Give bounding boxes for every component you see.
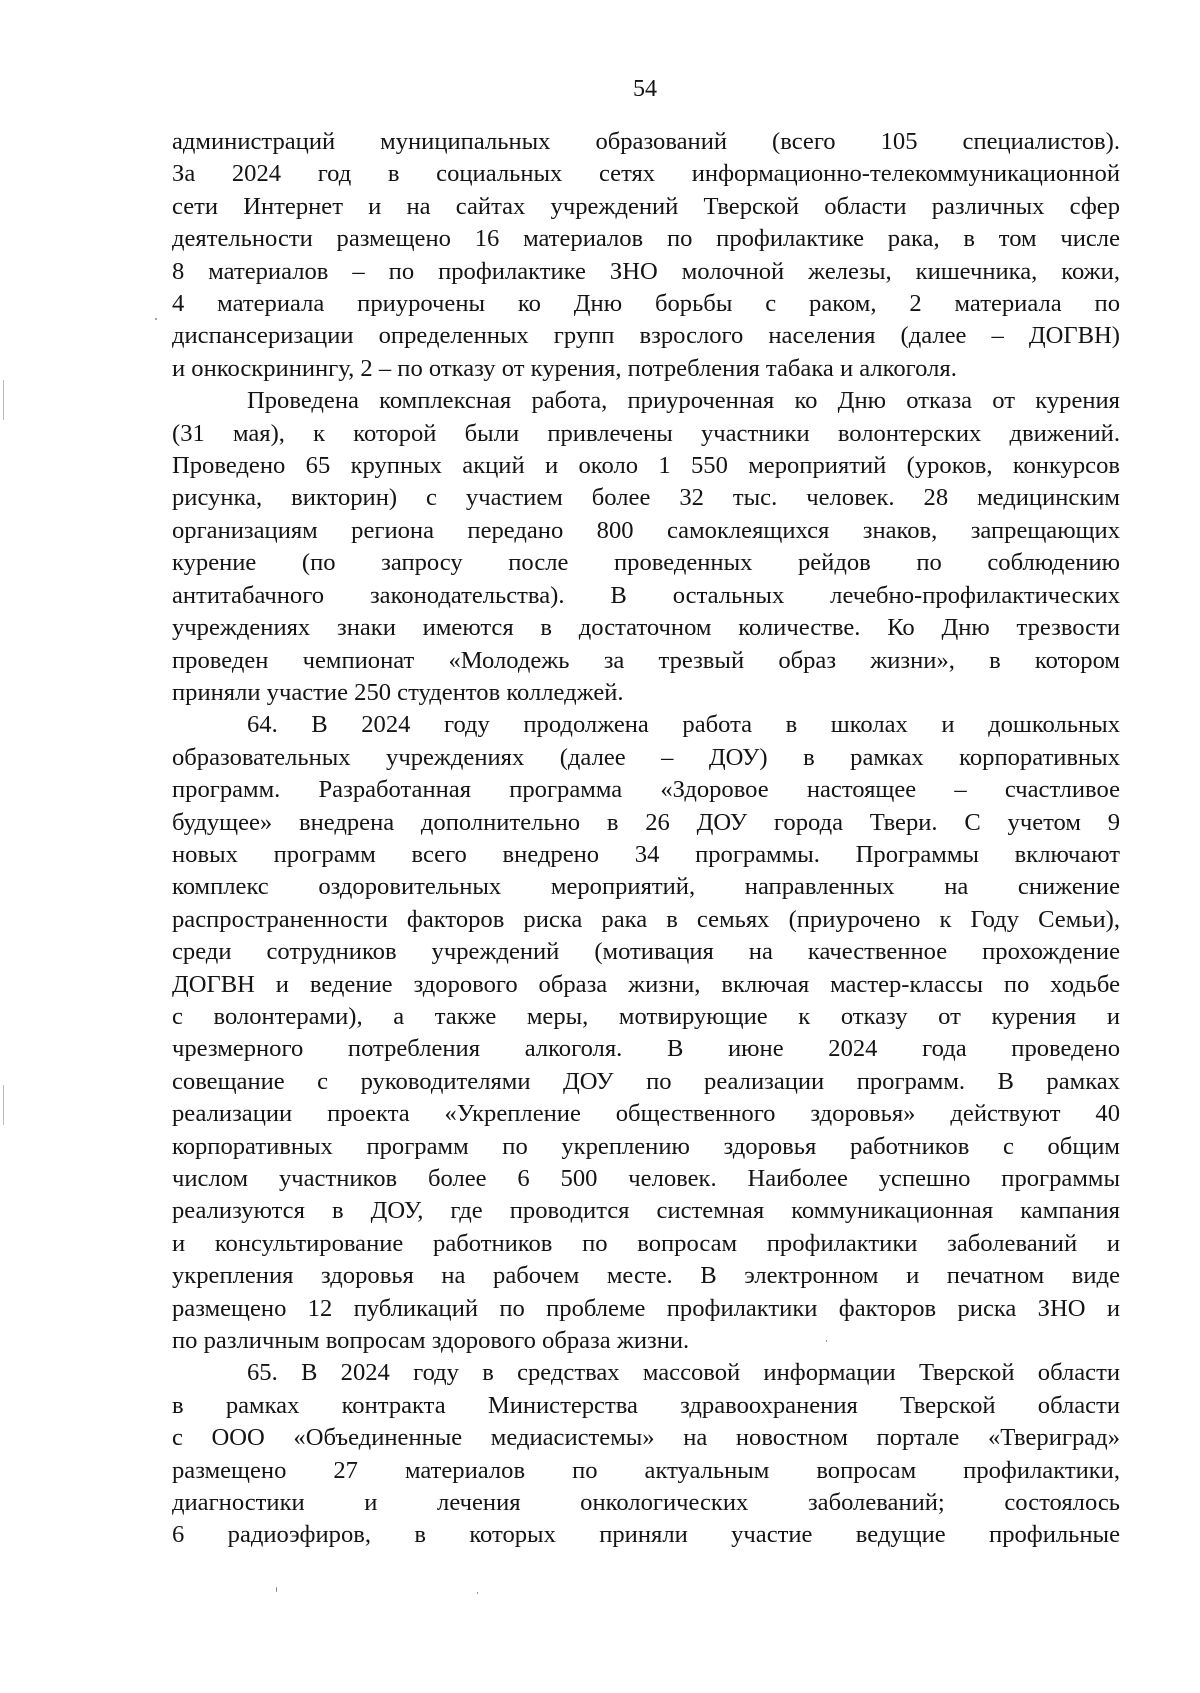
scan-speck (477, 1592, 478, 1594)
text-line: реализации проекта «Укрепление общественного здоровья» действуют 40 (172, 1100, 1120, 1128)
scan-speck (276, 1587, 277, 1592)
text-line: 64. В 2024 году продолжена работа в школах и дошкольных (247, 711, 1120, 739)
scan-edge-mark (3, 380, 4, 420)
text-line: числом участников более 6 500 человек. Наиболее успешно программы (172, 1165, 1120, 1192)
scan-speck (155, 318, 157, 320)
scan-speck (826, 1340, 827, 1342)
text-line: новых программ всего внедрено 34 программы. Программы включают (172, 840, 1120, 868)
text-line: 8 материалов – по профилактике ЗНО молочной железы, кишечника, кожи, (172, 257, 1120, 285)
text-line: и консультирование работников по вопросам профилактики заболеваний и (172, 1229, 1120, 1257)
text-line: ДОГВН и ведение здорового образа жизни, включая мастер-классы по ходьбе (172, 970, 1120, 998)
text-line: распространенности факторов риска рака в семьях (приурочено к Году Семьи), (172, 905, 1120, 933)
text-line: Проведена комплексная работа, приуроченная ко Дню отказа от курения (247, 387, 1120, 415)
paragraph-65 (172, 1357, 1120, 1551)
text-line: За 2024 год в социальных сетях информационно-телекоммуникационной (172, 160, 1120, 188)
text-line: с волонтерами), а также меры, мотвирующие к отказу от курения и (172, 1002, 1120, 1030)
text-line: организациям региона передано 800 самоклеящихся знаков, запрещающих (172, 516, 1120, 544)
page-number: 54 (633, 76, 657, 102)
text-line: деятельности размещено 16 материалов по профилактике рака, в том числе (172, 225, 1120, 253)
text-line: диспансеризации определенных групп взрослого населения (далее – ДОГВН) (172, 322, 1120, 350)
text-line: диагностики и лечения онкологических заболеваний; состоялось (172, 1489, 1120, 1517)
text-line: и онкоскринингу, 2 – по отказу от курения, потребления табака и алкоголя. (172, 354, 957, 382)
text-line: чрезмерного потребления алкоголя. В июне 2024 года проведено (172, 1035, 1120, 1063)
text-line: реализуются в ДОУ, где проводится системная коммуникационная кампания (172, 1197, 1120, 1225)
text-line: учреждениях знаки имеются в достаточном количестве. Ко Дню трезвости (172, 614, 1120, 642)
text-line: курение (по запросу после проведенных рейдов по соблюдению (172, 549, 1120, 577)
text-line: размещено 27 материалов по актуальным вопросам профилактики, (172, 1456, 1120, 1484)
text-line: приняли участие 250 студентов колледжей. (172, 678, 624, 706)
text-line: среди сотрудников учреждений (мотивация на качественное прохождение (172, 938, 1120, 966)
text-line: образовательных учреждениях (далее – ДОУ) в рамках корпоративных (172, 743, 1120, 771)
text-line: проведен чемпионат «Молодежь за трезвый образ жизни», в котором (172, 646, 1120, 674)
text-line: администраций муниципальных образований (всего 105 специалистов). (172, 128, 1120, 155)
document-body (172, 126, 1120, 1552)
text-line: с ООО «Объединенные медиасистемы» на новостном портале «Твериград» (172, 1424, 1120, 1452)
text-line: 6 радиоэфиров, в которых приняли участие ведущие профильные (172, 1521, 1120, 1549)
text-line: рисунка, викторин) с участием более 32 тыс. человек. 28 медицинским (172, 484, 1120, 512)
text-line: сети Интернет и на сайтах учреждений Тверской области различных сфер (172, 192, 1120, 220)
text-line: (31 мая), к которой были привлечены участники волонтерских движений. (172, 419, 1120, 447)
text-line: в рамках контракта Министерства здравоохранения Тверской области (172, 1391, 1120, 1419)
text-line: укрепления здоровья на рабочем месте. В электронном и печатном виде (172, 1262, 1120, 1290)
text-line: антитабачного законодательства). В остальных лечебно-профилактических (172, 581, 1120, 609)
text-line: программ. Разработанная программа «Здоровое настоящее – счастливое (172, 776, 1120, 804)
text-line: Проведено 65 крупных акций и около 1 550 мероприятий (уроков, конкурсов (172, 452, 1120, 480)
paragraph-64 (172, 709, 1120, 1357)
paragraph-1 (172, 126, 1120, 385)
text-line: будущее» внедрена дополнительно в 26 ДОУ города Твери. С учетом 9 (172, 808, 1120, 836)
paragraph-2 (172, 385, 1120, 709)
text-line: совещание с руководителями ДОУ по реализации программ. В рамках (172, 1067, 1120, 1095)
text-line: комплекс оздоровительных мероприятий, направленных на снижение (172, 873, 1120, 901)
text-line: 65. В 2024 году в средствах массовой информации Тверской области (247, 1359, 1120, 1387)
text-line: 4 материала приурочены ко Дню борьбы с раком, 2 материала по (172, 290, 1120, 318)
text-line: корпоративных программ по укреплению здоровья работников с общим (172, 1132, 1120, 1160)
text-line: по различным вопросам здорового образа жизни. (172, 1327, 690, 1355)
text-line: размещено 12 публикаций по проблеме профилактики факторов риска ЗНО и (172, 1294, 1120, 1322)
scan-edge-mark (3, 1085, 4, 1125)
